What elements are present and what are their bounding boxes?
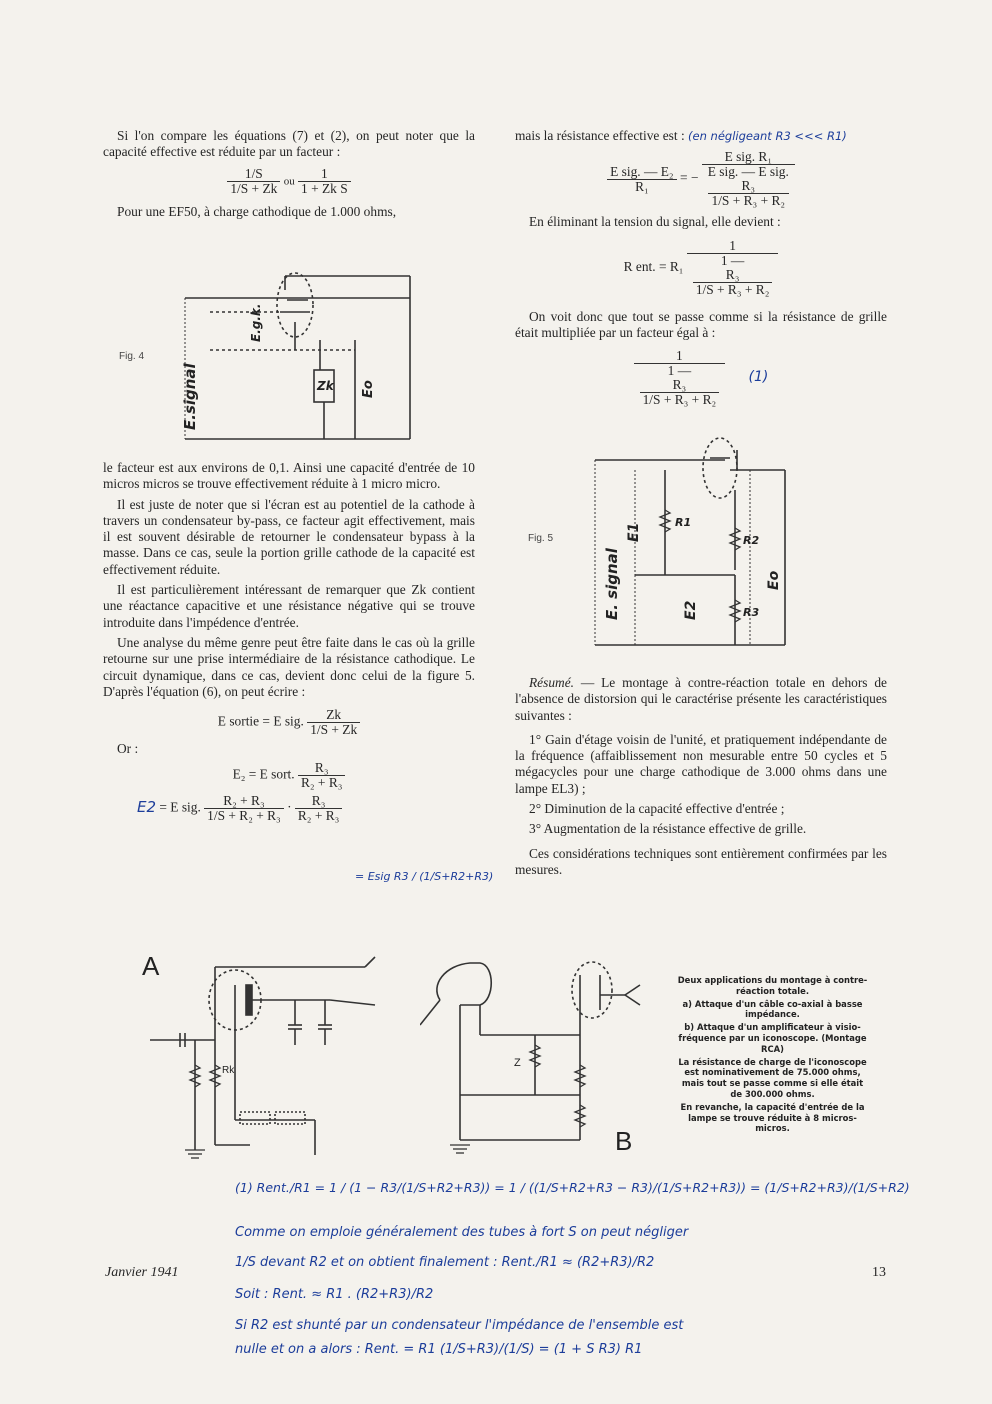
summary-item-1: 1° Gain d'étage voisin de l'unité, et pratiquement indépendante de la fréquence (affaiblissement non mesurable entre 50 cycles et 5 mégacycles pour une charge cathodique de 3.000 ohms dans une lampe EL3) ; [515, 731, 887, 796]
caption-line-5: En revanche, la capacité d'entrée de la lampe se trouve réduite à 8 micros-micros. [680, 1101, 865, 1134]
figure-a [140, 945, 380, 1165]
eq-fg-inner-den: 1/S + R₃ + R₂ [642, 392, 717, 408]
equation-reff: $\frac{\text{E sig. — E₂}}{\text{R₁}}$ = − E sig. R₁ E sig. — E sig. R₃ 1/S + R₃ + R₂ [515, 150, 887, 208]
equation-factor [103, 167, 475, 196]
fraction-a-num: 1/S [227, 167, 280, 182]
eq-e2x-lhs: = E sig. [159, 800, 201, 816]
equation-rent [515, 239, 887, 297]
left-para-2: Pour une EF50, à charge cathodique de 1.000 ohms, [117, 203, 397, 219]
fig-b-z-label: Z [514, 1057, 521, 1069]
equation-e2-expanded: E2 = E sig. $\frac{\text{R₂ + R₃}}{\text{1/S + R₂ + R₃}}$ · $\frac{\text{R₃}}{\text{R₂ + R₃}}$ [103, 794, 475, 823]
eq-rent-num: 1 [687, 239, 779, 254]
fig4-zk-label: Zk [317, 379, 334, 393]
eq-e2-num: R₃ [298, 761, 345, 776]
fraction-b [298, 167, 351, 196]
right-para-2: En éliminant la tension du signal, elle devient : [529, 214, 781, 230]
figure-b [420, 955, 650, 1165]
left-para-3: le facteur est aux environs de 0,1. Ainsi une capacité d'entrée de 10 micros micros se trouve effectivement réduite à 1 micro micro. [103, 460, 475, 492]
eq-reff-left-num: E sig. — E₂ [607, 165, 676, 180]
eq-reff-right [702, 150, 795, 208]
page-number: 13 [872, 1265, 886, 1280]
eq-fg-inner [637, 378, 723, 407]
figure-4 [110, 250, 440, 450]
eq-e2x-f1-den: 1/S + R₂ + R₃ [207, 808, 281, 824]
or-label: Or : [117, 741, 139, 757]
eq-e2-lhs: E₂ = E sort. [232, 767, 295, 783]
eq-rent-den-pre: 1 — [720, 252, 745, 268]
fraction-b-den: 1 + Zk S [301, 180, 348, 196]
eq-fg-den-pre: 1 — [667, 363, 692, 379]
fraction-a [227, 167, 280, 196]
fig4-egk-label: E.g.k. [249, 303, 263, 342]
eq-rent-inner-num: R₃ [693, 268, 773, 283]
eq-fg-num: 1 [634, 349, 726, 364]
hand-es-result: = Esig R3 / (1/S+R2+R3) [355, 870, 494, 883]
summary-paragraph [515, 675, 887, 724]
hand-line-2: Comme on emploie généralement des tubes à fort S on peut négliger [235, 1225, 689, 1240]
hand-line-3: 1/S devant R2 et on obtient finalement : Rent./R1 ≈ (R2+R3)/R2 [235, 1255, 655, 1270]
fraction-a-den: 1/S + Zk [230, 180, 278, 196]
figure-5 [525, 430, 825, 650]
eq-reff-inner-den: 1/S + R₃ + R₂ [711, 193, 786, 209]
fig5-eo-label: Eo [766, 570, 782, 590]
left-para-6: Une analyse du même genre peut être faite dans le cas où la grille retourne sur une prise intermédiaire de la résistance cathodique. Le circuit dynamique, dans ce cas, devient donc celui de la figure 5. D'après l'équation (6), on peut écrire : [103, 634, 475, 699]
equation-factor-grid [515, 349, 887, 407]
eq-e2x-frac1 [204, 794, 284, 823]
equation-or: ou [283, 175, 295, 188]
hand-line-6: nulle et on a alors : Rent. = R1 (1/S+R3)/(1/S) = (1 + S R3) R1 [235, 1342, 643, 1357]
right-para-1 [515, 128, 887, 144]
eq-rent-den [687, 254, 779, 297]
eq-esortie-lhs: E sortie = E sig. [217, 713, 304, 729]
hand-line-1: (1) Rent./R1 = 1 / (1 − R3/(1/S+R2+R3)) = 1 / ((1/S+R2+R3 − R3)/(1/S+R2+R3)) = (1/S+R2+R3)/(1/S+R2) [235, 1180, 910, 1195]
summary-item-3: 3° Augmentation de la résistance effective de grille. [529, 821, 807, 837]
equation-e2 [103, 761, 475, 790]
eq-fg-inner-num: R₃ [640, 378, 720, 393]
summary-title: Résumé. [529, 675, 574, 690]
fig5-e2-label: E2 [683, 600, 699, 620]
eq-reff-right-den-pre: E sig. — E sig. [707, 164, 789, 180]
fig5-esignal-label: E. signal [603, 548, 621, 620]
summary-item-2: 2° Diminution de la capacité effective d'entrée ; [529, 801, 785, 817]
fraction-b-num: 1 [298, 167, 351, 182]
right-para-1-text: mais la résistance effective est : [515, 128, 685, 143]
fig5-e1-label: E1 [626, 522, 642, 542]
conclusion: Ces considérations techniques sont entièrement confirmées par les mesures. [515, 845, 887, 877]
eq-reff-right-den [702, 165, 795, 208]
eq-e2-den: R₂ + R₃ [300, 775, 343, 791]
eq-e2-frac [298, 761, 345, 790]
hand-eq-label: (1) [748, 369, 769, 386]
left-para-5: Il est particulièrement intéressant de remarquer que Zk contient une réactance capacitive et une résistance négative qui se trouve introduite dans l'impédence d'entrée. [103, 582, 475, 630]
hand-line-4: Soit : Rent. ≈ R1 . (R2+R3)/R2 [235, 1287, 434, 1302]
fig4-esignal-label: E.signal [181, 363, 199, 430]
hand-note-top: (en négligeant R3 <<< R1) [688, 129, 847, 143]
fig-a-label: A [142, 951, 160, 981]
eq-fg-frac [634, 349, 726, 407]
left-para-1: Si l'on compare les équations (7) et (2), on peut noter que la capacité effective est réduite par un facteur : [103, 128, 475, 160]
footer-date: Janvier 1941 [105, 1265, 179, 1280]
eq-reff-left [607, 165, 676, 194]
eq-e2x-frac2 [295, 794, 342, 823]
right-para-3: On voit donc que tout se passe comme si la résistance de grille était multipliée par un facteur égal à : [515, 308, 887, 340]
eq-e2x-f2-den: R₂ + R₃ [297, 808, 340, 824]
fig5-label: Fig. 5 [528, 533, 554, 544]
fig-b-label: B [615, 1126, 633, 1156]
left-para-4: Il est juste de noter que si l'écran est au potentiel de la cathode à travers un condensateur by-pass, ce facteur agit effectivement, mais il est souvent désirable de retourner le condensateur bypass à la masse. Dans ce cas, seule la portion grille cathode de la capacité est effectivement réduite. [103, 496, 475, 577]
right-column [515, 128, 887, 415]
fig4-eo-label: Eo [361, 380, 376, 398]
eq-rent-lhs: R ent. = R₁ [623, 258, 684, 274]
fig5-r2-label: R2 [743, 534, 760, 547]
fig5-r1-label: R1 [675, 516, 692, 529]
eq-e2x-f2-num: R₃ [295, 794, 342, 809]
fig4-label: Fig. 4 [119, 351, 145, 362]
caption-line-1: Deux applications du montage à contre-réaction totale. [677, 975, 868, 996]
eq-fg-den [634, 364, 726, 407]
eq-rent-inner-den: 1/S + R₃ + R₂ [695, 281, 770, 297]
eq-esortie-num: Zk [307, 708, 360, 723]
figure-caption-box [675, 975, 870, 1136]
eq-rent-inner [690, 268, 776, 297]
summary-intro: — Le montage à contre-réaction totale en dehors de l'absence de distorsion qui le caractérise présente les caractéristiques suivantes : [515, 675, 887, 723]
eq-reff-inner [705, 179, 792, 208]
left-column [103, 128, 475, 224]
eq-e2x-f1-num: R₂ + R₃ [204, 794, 284, 809]
caption-line-2: a) Attaque d'un câble co-axial à basse impédance. [682, 998, 863, 1020]
eq-rent-frac [687, 239, 779, 297]
fig-a-rk-label: Rk [222, 1065, 235, 1076]
caption-line-3: b) Attaque d'un amplificateur à visio-fréquence par un iconoscope. (Montage RCA) [678, 1022, 867, 1054]
hand-line-5: Si R2 est shunté par un condensateur l'impédance de l'ensemble est [235, 1318, 684, 1333]
left-column-lower [103, 460, 475, 823]
equation-esortie [103, 708, 475, 737]
eq-esortie-frac [307, 708, 360, 737]
eq-reff-inner-num: R₃ [708, 179, 789, 194]
caption-line-4: La résistance de charge de l'iconoscope est nominativement de 75.000 ohms, mais tout se passe comme si elle était de 300.000 ohms. [678, 1056, 867, 1099]
fig5-r3-label: R3 [743, 606, 760, 619]
hand-es-label: E2 [137, 798, 157, 817]
right-column-lower [515, 675, 887, 882]
eq-reff-left-den: R₁ [635, 178, 649, 194]
eq-reff-right-num: E sig. R₁ [702, 150, 795, 165]
eq-esortie-den: 1/S + Zk [310, 722, 358, 738]
